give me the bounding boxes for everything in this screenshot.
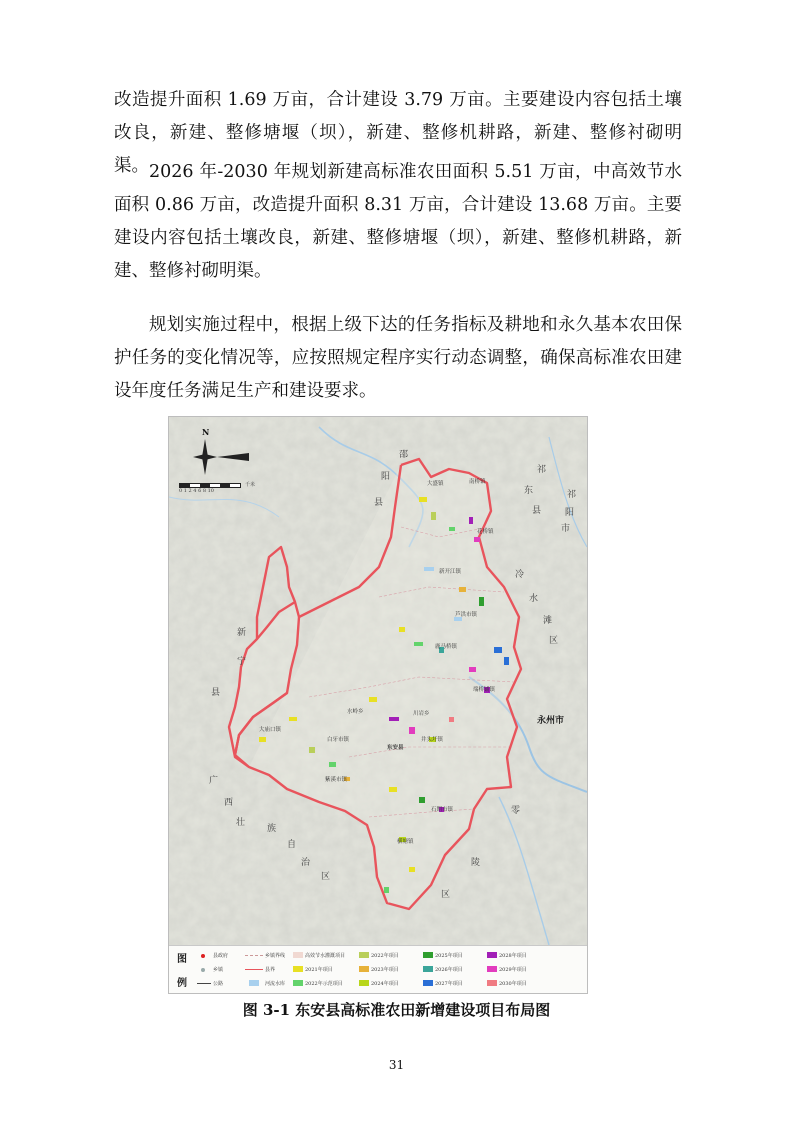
town-label: 大盛镇 [427,481,444,487]
legend-title-top: 图 [177,954,187,965]
legend-y2023: 2023年项目 [371,967,399,973]
legend-y2026: 2026年项目 [435,967,463,973]
y2021-swatch [293,966,303,972]
township-icon [201,968,205,972]
y2026-swatch [423,966,433,972]
legend-y2024: 2024年项目 [371,981,399,987]
y2022demo-swatch [293,980,303,986]
label-lengshuitan-4: 区 [549,636,559,646]
map-legend [169,945,587,994]
county-boundary-icon [245,969,263,970]
label-qidong-3: 县 [532,506,542,516]
legend-y2028: 2028年项目 [499,953,527,959]
label-lingling-3: 区 [441,890,451,900]
legend-reservoir: 河流水库 [265,981,286,987]
town-label: 川岩乡 [413,711,430,717]
water-saving-swatch [293,952,303,958]
town-label: 花桥镇 [477,529,494,535]
project-layout-map [168,416,588,994]
legend-road: 公路 [213,981,224,987]
legend-town-boundary: 乡镇界线 [265,953,286,959]
legend-title-bottom: 例 [177,978,187,989]
label-guangxi-5: 自 [287,840,297,850]
label-lengshuitan-1: 冷 [515,570,525,580]
legend-county-boundary: 县界 [265,967,276,973]
town-boundary-icon [245,955,263,956]
road-icon [197,983,211,984]
page-number: 31 [388,1058,405,1072]
label-xinning-2: 宁 [237,657,247,667]
legend-y2027: 2027年项目 [435,981,463,987]
label-lengshuitan-3: 滩 [543,616,553,626]
town-label: 横塘镇 [397,839,414,845]
label-guangxi-1: 广 [209,776,219,786]
legend-y2030: 2030年项目 [499,981,527,987]
scale-unit: 千米 [245,482,256,488]
label-lingling-1: 零 [511,806,521,816]
legend-y2022: 2022年项目 [371,953,399,959]
legend-y2021: 2021年项目 [305,967,333,973]
town-label: 石期市镇 [431,807,454,813]
label-lingling-2: 陵 [471,858,481,868]
y2029-swatch [487,966,497,972]
paragraph-2: 2026 年-2030 年规划新建高标准农田面积 5.51 万亩，中高效节水面积 0.86 万亩，改造提升面积 8.31 万亩，合计建设 13.68 万亩。主要建设内容包括土壤改良，新建、整修塘堰（坝），新建、整修机耕路，新建、整修衬砌明渠。 [114,162,682,281]
county-gov-icon [201,954,205,958]
label-shaoyang-2: 阳 [381,472,391,482]
label-xinning-3: 县 [211,688,221,698]
legend-y2022demo: 2022年示范项目 [305,981,343,987]
town-label: 端桥铺镇 [473,687,496,693]
label-guangxi-3: 壮 [236,818,246,828]
scale-bar [179,483,259,497]
label-guangxi-2: 西 [224,798,234,808]
label-yongzhou: 永州市 [537,716,565,726]
town-label: 大庙口镇 [259,727,282,733]
scale-numbers: 0 1 2 4 6 8 10 [179,488,214,494]
town-label: 芦洪市镇 [455,612,478,618]
north-label: N [202,427,210,437]
town-label: 新开江镇 [439,569,462,575]
y2027-swatch [423,980,433,986]
label-qiyang-2: 阳 [565,508,575,518]
y2024-swatch [359,980,369,986]
figure-caption: 图 3-1 东安县高标准农田新增建设项目布局图 [242,1001,551,1019]
town-label: 白牙市镇 [327,737,350,743]
legend-y2029: 2029年项目 [499,967,527,973]
reservoir-swatch [249,980,259,986]
town-label: 紫溪市镇 [325,777,348,783]
legend-water-saving: 高效节水灌溉项目 [305,953,346,959]
y2030-swatch [487,980,497,986]
y2023-swatch [359,966,369,972]
north-arrow [191,427,251,481]
label-guangxi-7: 区 [321,872,331,882]
label-lengshuitan-2: 水 [529,594,539,604]
town-label: 鹿马桥镇 [435,644,458,650]
label-shaoyang-3: 县 [374,498,384,508]
y2022-swatch [359,952,369,958]
paragraph-3: 规划实施过程中，根据上级下达的任务指标及耕地和永久基本农田保护任务的变化情况等，应按照规定程序实行动态调整，确保高标准农田建设年度任务满足生产和建设要求。 [114,315,682,401]
label-qidong-1: 祁 [537,465,547,475]
label-qiyang-3: 市 [561,524,571,534]
town-label: 南桥镇 [469,479,486,485]
legend-county-gov: 县政府 [213,953,229,959]
label-qiyang-1: 祁 [567,490,577,500]
legend-y2025: 2025年项目 [435,953,463,959]
label-shaoyang-1: 邵 [399,450,409,460]
label-qidong-2: 东 [524,486,534,496]
town-label: 东安县 [387,745,404,751]
town-label: 水岭乡 [347,709,364,715]
y2025-swatch [423,952,433,958]
paragraph-1: 改造提升面积 1.69 万亩，合计建设 3.79 万亩。主要建设内容包括土壤改良，新建、整修塘堰（坝），新建、整修机耕路，新建、整修衬砌明渠。 [114,90,682,176]
label-guangxi-4: 族 [267,824,277,834]
label-xinning-1: 新 [237,628,247,638]
town-label: 井头圩镇 [421,737,444,743]
legend-township: 乡镇 [213,967,224,973]
compass-icon [191,431,251,481]
y2028-swatch [487,952,497,958]
label-guangxi-6: 治 [301,858,311,868]
